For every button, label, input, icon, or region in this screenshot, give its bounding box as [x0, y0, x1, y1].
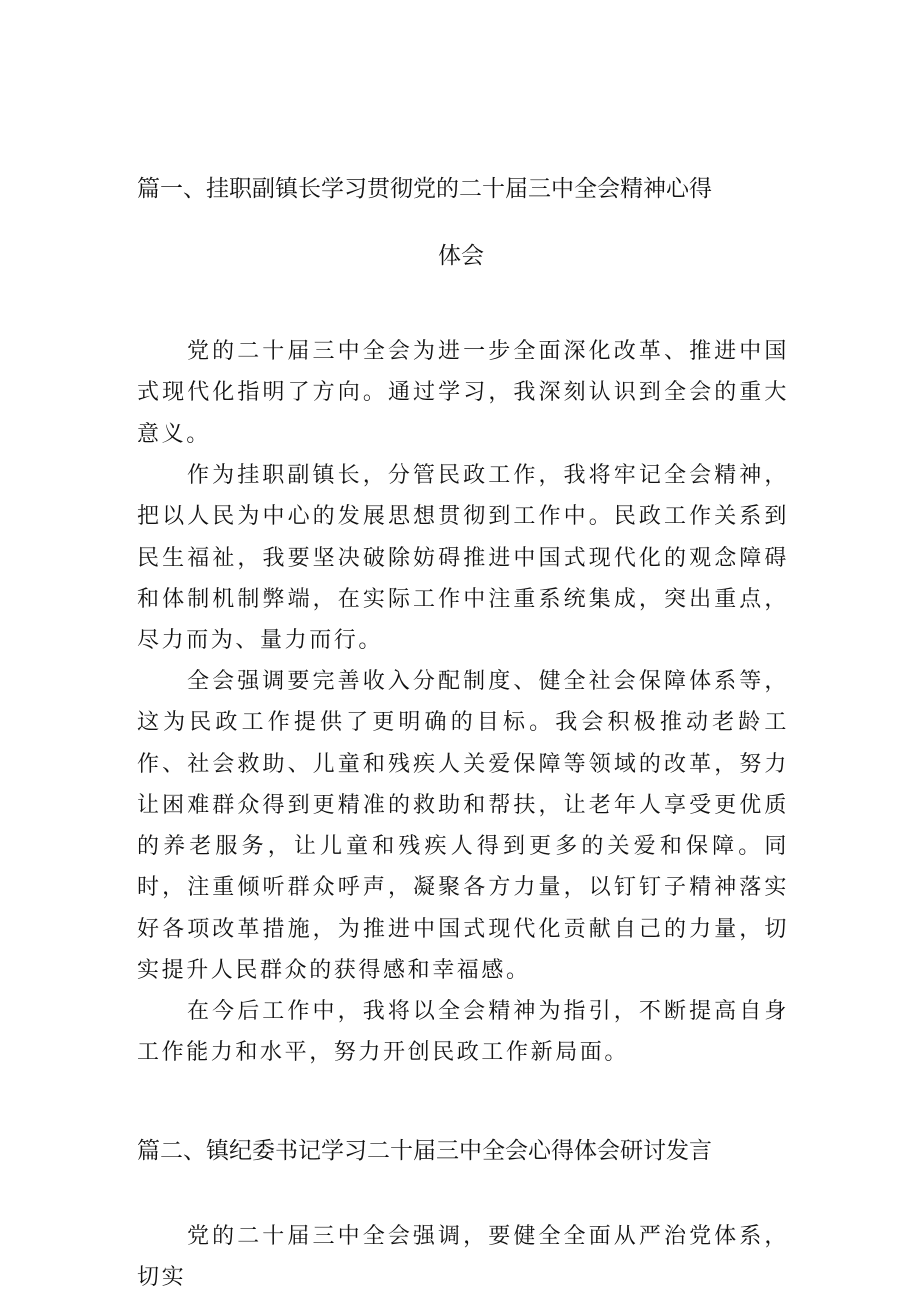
article1-title-line2: 体会	[438, 243, 484, 269]
article1-paragraph-4: 在今后工作中，我将以全会精神为指引，不断提高自身工作能力和水平，努力开创民政工作新局面。	[137, 999, 789, 1066]
article1-title-line1: 篇一、挂职副镇长学习贯彻党的二十届三中全会精神心得	[137, 176, 712, 202]
article1-paragraph-3: 全会强调要完善收入分配制度、健全社会保障体系等，这为民政工作提供了更明确的目标。我会积极推动老龄工作、社会救助、儿童和残疾人关爱保障等领域的改革，努力让困难群众得到更精准的救助和帮扶，让老年人享受更优质的养老服务，让儿童和残疾人得到更多的关爱和保障。同时，注重倾听群众呼声，凝聚各方力量，以钉钉子精神落实好各项改革措施，为推进中国式现代化贡献自己的力量，切实提升人民群众的获得感和幸福感。	[137, 669, 789, 984]
article2-title: 篇二、镇纪委书记学习二十届三中全会心得体会研讨发言	[137, 1138, 712, 1164]
article1-paragraph-1: 党的二十届三中全会为进一步全面深化改革、推进中国式现代化指明了方向。通过学习，我深刻认识到全会的重大意义。	[137, 339, 789, 447]
article1-paragraph-2: 作为挂职副镇长，分管民政工作，我将牢记全会精神，把以人民为中心的发展思想贯彻到工作中。民政工作关系到民生福祉，我要坚决破除妨碍推进中国式现代化的观念障碍和体制机制弊端，在实际工作中注重系统集成，突出重点，尽力而为、量力而行。	[137, 463, 789, 654]
article2-paragraph-1: 党的二十届三中全会强调，要健全全面从严治党体系，切实	[137, 1224, 789, 1291]
